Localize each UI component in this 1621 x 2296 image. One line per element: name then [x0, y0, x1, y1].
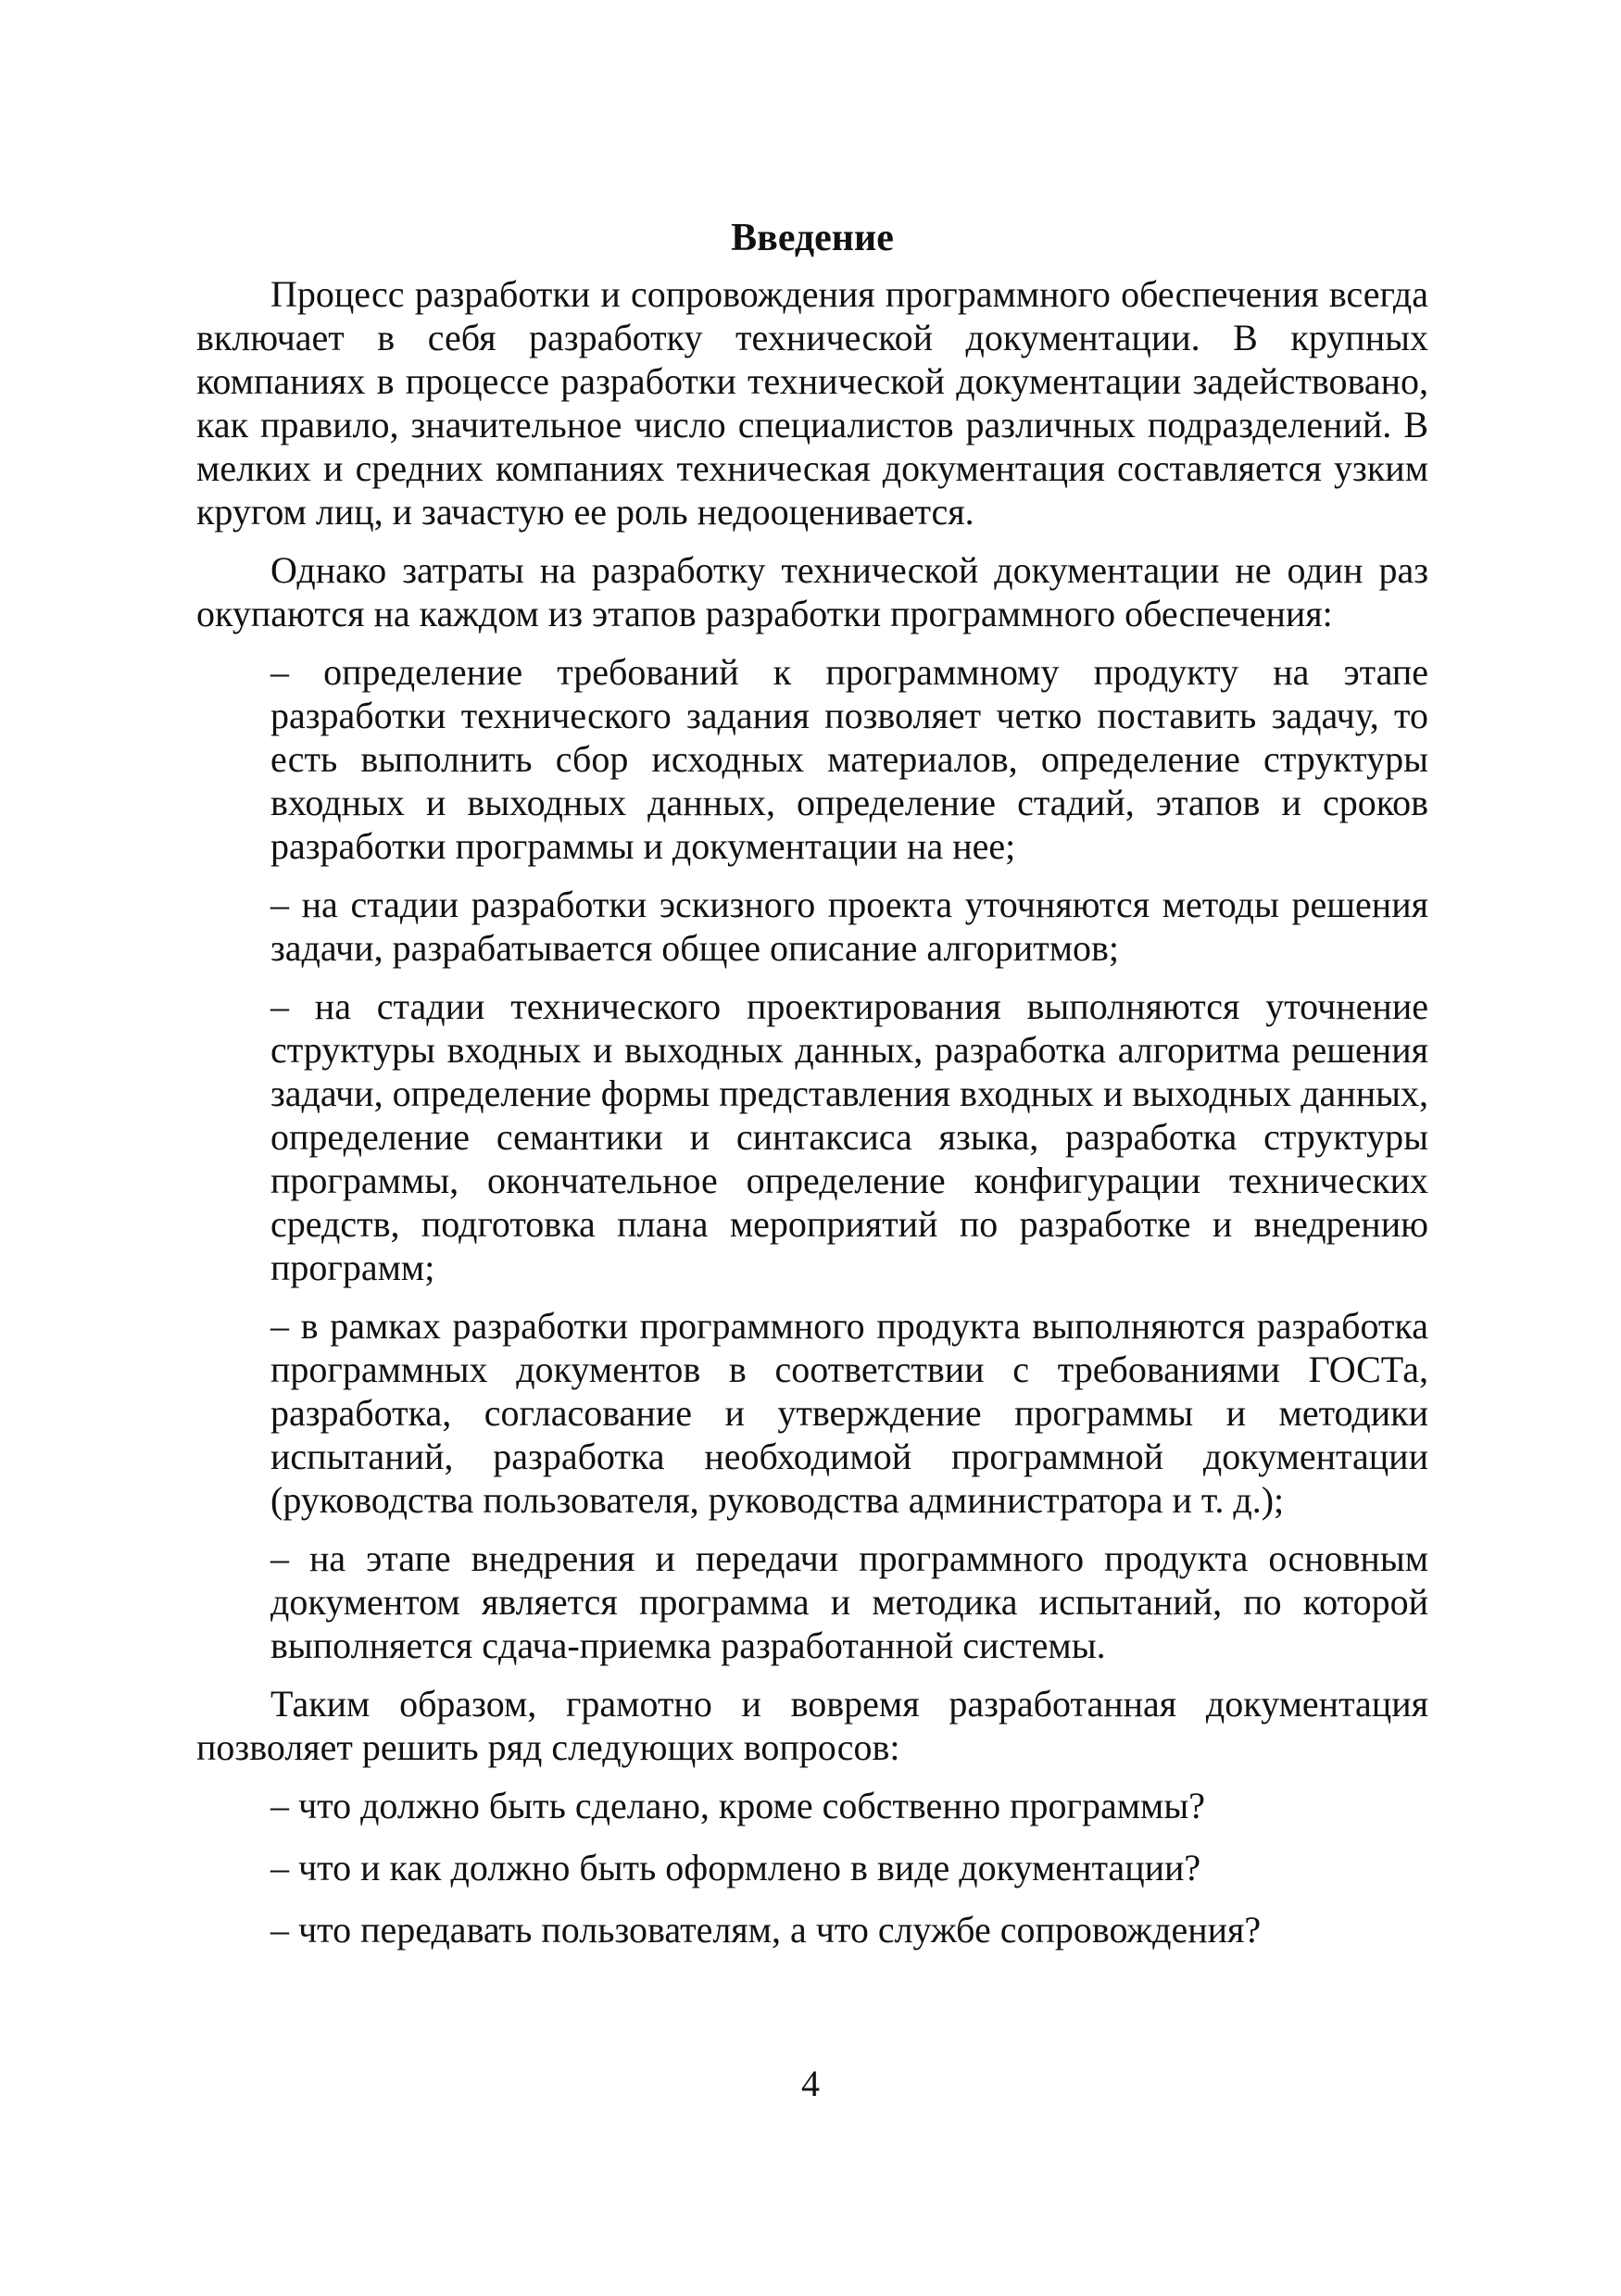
conclusion-paragraph: Таким образом, грамотно и вовремя разработанная документация позволяет решить ряд следующих вопросов: — [196, 1683, 1428, 1768]
list-item: – на этапе внедрения и передачи программного продукта основным документом является программа и методика испытаний, по которой выполняется сдача-приемка разработанной системы. — [270, 1537, 1428, 1666]
question-item: – что передавать пользователям, а что службе сопровождения? — [270, 1909, 1262, 1951]
costs-paragraph: Однако затраты на разработку технической документации не один раз окупаются на каждом из этапов разработки программного обеспечения: — [196, 549, 1428, 634]
stage-list — [196, 650, 1428, 1667]
intro-paragraph: Процесс разработки и сопровождения программного обеспечения всегда включает в себя разработку технической документации. В крупных компаниях в процессе разработки технической документации задействовано, как правило, значительное число специалистов различных подразделений. В мелких и средних компаниях техническая документация составляется узким кругом лиц, и зачастую ее роль недооценивается. — [196, 273, 1428, 533]
page-number: 4 — [801, 2063, 820, 2104]
question-list — [196, 1784, 1428, 1951]
list-item: – в рамках разработки программного продукта выполняются разработка программных документов в соответствии с требованиями ГОСТа, разработка, согласование и утверждение программы и методики испытаний, разработка необходимой программной документации (руководства пользователя, руководства администратора и т. д.); — [270, 1305, 1428, 1521]
question-item: – что должно быть сделано, кроме собственно программы? — [270, 1785, 1205, 1826]
list-item: – на стадии технического проектирования выполняются уточнение структуры входных и выходных данных, разработка алгоритма решения задачи, определение формы представления входных и выходных данных, определение семантики и синтаксиса языка, разработка структуры программы, окончательное определение конфигурации технических средств, подготовка плана мероприятий по разработке и внедрению программ; — [270, 985, 1428, 1288]
list-item: – на стадии разработки эскизного проекта уточняются методы решения задачи, разрабатывается общее описание алгоритмов; — [270, 884, 1428, 969]
page-body — [196, 215, 1428, 1970]
question-item: – что и как должно быть оформлено в виде документации? — [270, 1847, 1201, 1888]
list-item: – определение требований к программному продукту на этапе разработки технического задания позволяет четко поставить задачу, то есть выполнить сбор исходных материалов, определение структуры входных и выходных данных, определение стадий, этапов и сроков разработки программы и документации на нее; — [270, 651, 1428, 867]
page-title: Введение — [731, 217, 894, 259]
